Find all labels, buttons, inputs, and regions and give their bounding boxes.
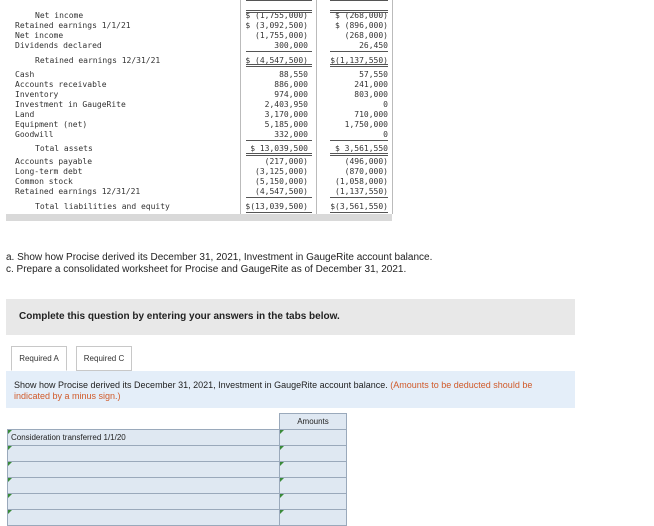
question-c: c. Prepare a consolidated worksheet for Procise and GaugeRite as of December 31, 2021. bbox=[6, 264, 407, 275]
total-rule bbox=[330, 64, 388, 67]
tab-required-c[interactable]: Required C bbox=[76, 346, 132, 371]
subtotal-rule bbox=[246, 140, 312, 141]
gaugerite-amount: (1,058,000) bbox=[335, 177, 388, 186]
tab-required-a[interactable]: Required A bbox=[11, 346, 67, 371]
procise-amount: 2,403,950 bbox=[264, 100, 308, 109]
table-row bbox=[8, 494, 347, 510]
table-row bbox=[8, 478, 347, 494]
tab-instruction-box bbox=[6, 371, 575, 408]
financial-statement bbox=[6, 0, 392, 222]
statement-row-label: Equipment (net) bbox=[15, 120, 88, 129]
procise-amount: 886,000 bbox=[274, 80, 308, 89]
procise-amount: (4,547,500) bbox=[255, 187, 308, 196]
statement-row-label: Retained earnings 12/31/21 bbox=[15, 187, 141, 196]
row-label-input[interactable]: Consideration transferred 1/1/20 bbox=[8, 430, 280, 446]
row-amount-input[interactable] bbox=[280, 462, 347, 478]
gaugerite-amount: 0 bbox=[383, 100, 388, 109]
statement-row bbox=[6, 157, 392, 166]
blank-header-cell bbox=[8, 414, 280, 430]
procise-amount: 332,000 bbox=[274, 130, 308, 139]
procise-amount: $ (3,092,500) bbox=[245, 21, 308, 30]
question-a: a. Show how Procise derived its December 31, 2021, Investment in GaugeRite account balance. bbox=[6, 252, 433, 263]
gaugerite-amount: $(1,137,550) bbox=[330, 56, 388, 65]
gaugerite-amount: $ 3,561,550 bbox=[335, 144, 388, 153]
row-label-input[interactable] bbox=[8, 510, 280, 526]
statement-row bbox=[6, 202, 392, 211]
procise-amount: (217,000) bbox=[264, 157, 308, 166]
statement-row bbox=[6, 80, 392, 89]
statement-row bbox=[6, 41, 392, 50]
top-cut-rule bbox=[330, 0, 388, 1]
procise-amount: 974,000 bbox=[274, 90, 308, 99]
total-rule bbox=[330, 10, 388, 13]
gaugerite-amount: $ (896,000) bbox=[335, 21, 388, 30]
subtotal-rule bbox=[330, 140, 388, 141]
procise-amount: 3,170,000 bbox=[264, 110, 308, 119]
question-text bbox=[6, 252, 432, 276]
statement-row bbox=[6, 21, 392, 30]
statement-row bbox=[6, 177, 392, 186]
statement-row bbox=[6, 100, 392, 109]
table-row bbox=[8, 446, 347, 462]
statement-row-label: Accounts payable bbox=[15, 157, 93, 166]
gaugerite-amount: 26,450 bbox=[359, 41, 388, 50]
statement-row-label: Net income bbox=[35, 11, 84, 20]
procise-amount: 5,185,000 bbox=[264, 120, 308, 129]
statement-bottom-bar bbox=[6, 214, 392, 221]
statement-row-label: Dividends declared bbox=[15, 41, 102, 50]
gaugerite-amount: $ (268,000) bbox=[335, 11, 388, 20]
total-rule bbox=[246, 64, 312, 67]
row-amount-input[interactable] bbox=[280, 510, 347, 526]
column-divider bbox=[392, 0, 393, 214]
statement-row bbox=[6, 110, 392, 119]
statement-row-label: Accounts receivable bbox=[15, 80, 107, 89]
row-amount-input[interactable] bbox=[280, 430, 347, 446]
statement-row bbox=[6, 70, 392, 79]
instruction-banner bbox=[6, 299, 575, 335]
gaugerite-amount: (496,000) bbox=[344, 157, 388, 166]
top-cut-rule bbox=[246, 0, 312, 1]
total-rule bbox=[246, 153, 312, 156]
statement-row-label: Investment in GaugeRite bbox=[15, 100, 126, 109]
subtotal-rule bbox=[330, 197, 388, 198]
instruction-note: (Amounts to be deducted should be indicated by a minus sign.) bbox=[14, 380, 533, 401]
table-header-row bbox=[8, 414, 347, 430]
gaugerite-amount: 710,000 bbox=[354, 110, 388, 119]
total-rule bbox=[246, 10, 312, 13]
gaugerite-amount: 0 bbox=[383, 130, 388, 139]
subtotal-rule bbox=[246, 197, 312, 198]
statement-row bbox=[6, 31, 392, 40]
procise-amount: 300,000 bbox=[274, 41, 308, 50]
gaugerite-amount: 1,750,000 bbox=[344, 120, 388, 129]
statement-row-label: Inventory bbox=[15, 90, 59, 99]
row-label-input[interactable] bbox=[8, 462, 280, 478]
procise-amount: $ 13,039,500 bbox=[250, 144, 308, 153]
instruction-text: Show how Procise derived its December 31, 2021, Investment in GaugeRite account balance. bbox=[14, 380, 388, 390]
statement-row-label: Retained earnings 1/1/21 bbox=[15, 21, 131, 30]
banner-text: Complete this question by entering your answers in the tabs below. bbox=[19, 311, 340, 322]
gaugerite-amount: $(3,561,550) bbox=[330, 202, 388, 211]
procise-amount: $(13,039,500) bbox=[245, 202, 308, 211]
gaugerite-amount: 241,000 bbox=[354, 80, 388, 89]
procise-amount: 88,550 bbox=[279, 70, 308, 79]
statement-row bbox=[6, 187, 392, 196]
subtotal-rule bbox=[246, 51, 312, 52]
statement-row bbox=[6, 167, 392, 176]
statement-row-label: Total assets bbox=[35, 144, 93, 153]
row-amount-input[interactable] bbox=[280, 446, 347, 462]
gaugerite-amount: 803,000 bbox=[354, 90, 388, 99]
row-label-input[interactable] bbox=[8, 446, 280, 462]
statement-row bbox=[6, 90, 392, 99]
row-amount-input[interactable] bbox=[280, 494, 347, 510]
procise-amount: (5,150,000) bbox=[255, 177, 308, 186]
gaugerite-amount: (870,000) bbox=[344, 167, 388, 176]
gaugerite-amount: (268,000) bbox=[344, 31, 388, 40]
statement-row-label: Common stock bbox=[15, 177, 73, 186]
statement-row-label: Total liabilities and equity bbox=[35, 202, 170, 211]
statement-row-label: Long-term debt bbox=[15, 167, 83, 176]
statement-row-label: Land bbox=[15, 110, 35, 119]
statement-row-label: Net income bbox=[15, 31, 64, 40]
procise-amount: (3,125,000) bbox=[255, 167, 308, 176]
statement-row-label: Cash bbox=[15, 70, 35, 79]
statement-row bbox=[6, 130, 392, 139]
procise-amount: $ (1,755,000) bbox=[245, 11, 308, 20]
statement-row bbox=[6, 120, 392, 129]
statement-row-label: Retained earnings 12/31/21 bbox=[35, 56, 161, 65]
procise-amount: (1,755,000) bbox=[255, 31, 308, 40]
row-label-input[interactable] bbox=[8, 478, 280, 494]
row-label-input[interactable] bbox=[8, 494, 280, 510]
total-rule bbox=[330, 153, 388, 156]
table-row bbox=[8, 510, 347, 526]
investment-derivation-table bbox=[7, 413, 347, 526]
statement-row-label: Goodwill bbox=[15, 130, 54, 139]
procise-amount: $ (4,547,500) bbox=[245, 56, 308, 65]
amounts-header: Amounts bbox=[280, 414, 347, 430]
gaugerite-amount: (1,137,550) bbox=[335, 187, 388, 196]
statement-row bbox=[6, 144, 392, 153]
row-amount-input[interactable] bbox=[280, 478, 347, 494]
subtotal-rule bbox=[330, 51, 388, 52]
gaugerite-amount: 57,550 bbox=[359, 70, 388, 79]
table-row bbox=[8, 430, 347, 446]
table-row bbox=[8, 462, 347, 478]
